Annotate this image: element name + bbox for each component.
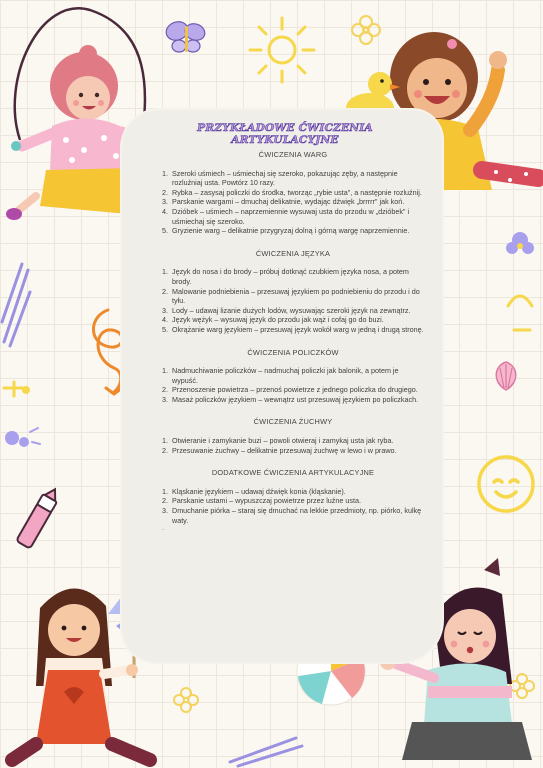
section-heading: ĆWICZENIA POLICZKÓW xyxy=(247,347,339,357)
marker-icon xyxy=(10,484,60,564)
sparkle-icon xyxy=(0,372,50,472)
document-body xyxy=(162,150,424,545)
section-cheeks xyxy=(162,348,424,405)
list-item: 1. Otwieranie i zamykanie buzi – powoli otwieraj i zamykaj usta jak ryba. xyxy=(162,436,394,446)
swirl-lines-icon xyxy=(226,732,306,768)
list-item: 4. Dzióbek – uśmiech – naprzemiennie wysuwaj usta do przodu w „dzióbek" i uśmiechaj się szeroko. xyxy=(162,206,410,226)
swirl-lines-icon xyxy=(0,262,34,348)
flower-icon xyxy=(500,226,540,346)
list-item: 1. Kląskanie językiem – udawaj dźwięk konia (kląskanie). xyxy=(162,486,346,496)
section-heading: ĆWICZENIA WARG xyxy=(258,150,328,159)
list-item: 5. Okrążanie warg językiem – przesuwaj język wokół warg w jedną i drugą stronę. xyxy=(162,324,424,334)
list-item: 1. Język do nosa i do brody – próbuj dotknąć czubkiem języka nosa, a potem brody. xyxy=(162,267,409,286)
trailing-mark: . xyxy=(162,525,164,533)
butterfly-icon xyxy=(164,18,208,58)
section-additional xyxy=(162,468,424,532)
list-item: 3. Masaż policzków językiem – wewnątrz ust przesuwaj językiem po policzkach. xyxy=(162,394,419,404)
list-item: 5. Gryzienie warg – delikatnie przygryzaj dolną i górną wargę naprzemiennie. xyxy=(162,226,410,236)
list-item: 3. Lody – udawaj lizanie dużych lodów, wysuwając szeroki język na zewnątrz. xyxy=(162,305,411,315)
section-heading: ĆWICZENIA JĘZYKA xyxy=(255,248,331,258)
seashell-icon xyxy=(490,358,522,394)
list-item: 2. Parskanie ustami – wypuszczaj powietrze przez luźne usta. xyxy=(162,496,361,506)
list-item: 2. Rybka – zasysaj policzki do środka, tworząc „rybie usta", a następnie rozluźnij. xyxy=(162,187,422,197)
section-jaw xyxy=(162,417,424,455)
list-item: 1. Szeroki uśmiech – uśmiechaj się szeroko, pokazując zęby, a następnie rozluźniaj usta. Powtórz 10 razy. xyxy=(162,168,398,188)
section-lips xyxy=(162,150,424,236)
list-item: 3. Parskanie wargami – dmuchaj delikatnie, wydając dźwięk „brrrrr" jak koń. xyxy=(162,197,405,207)
list-item: 2. Malowanie podniebienia – przesuwaj językiem po podniebieniu do przodu i do tyłu. xyxy=(162,286,420,306)
list-item: 4. Język wężyk – wysuwaj język do przodu jak wąż i cofaj go do buzi. xyxy=(162,315,384,325)
list-item: 2. Przenoszenie powietrza – przenoś powietrze z jednego policzka do drugiego. xyxy=(162,385,418,395)
list-item: 1. Nadmuchiwanie policzków – nadmuchaj policzki jak balonik, a potem je wypuść. xyxy=(162,366,399,385)
section-tongue xyxy=(162,249,424,335)
flower-icon xyxy=(172,686,200,714)
list-item: 2. Przesuwanie żuchwy – delikatnie przesuwaj żuchwę w lewo i w prawo. xyxy=(162,445,397,455)
smiley-icon xyxy=(474,452,538,516)
document-title: PRZYKŁADOWE ĆWICZENIA ARTYKULACYJNE xyxy=(197,122,373,146)
section-heading: DODATKOWE ĆWICZENIA ARTYKULACYJNE xyxy=(211,468,375,478)
list-item: 3. Dmuchanie piórka – staraj się dmuchać na lekkie przedmioty, np. piórko, kulkę waty. xyxy=(162,506,422,525)
section-heading: ĆWICZENIA ŻUCHWY xyxy=(253,417,333,427)
sun-icon xyxy=(246,14,318,86)
